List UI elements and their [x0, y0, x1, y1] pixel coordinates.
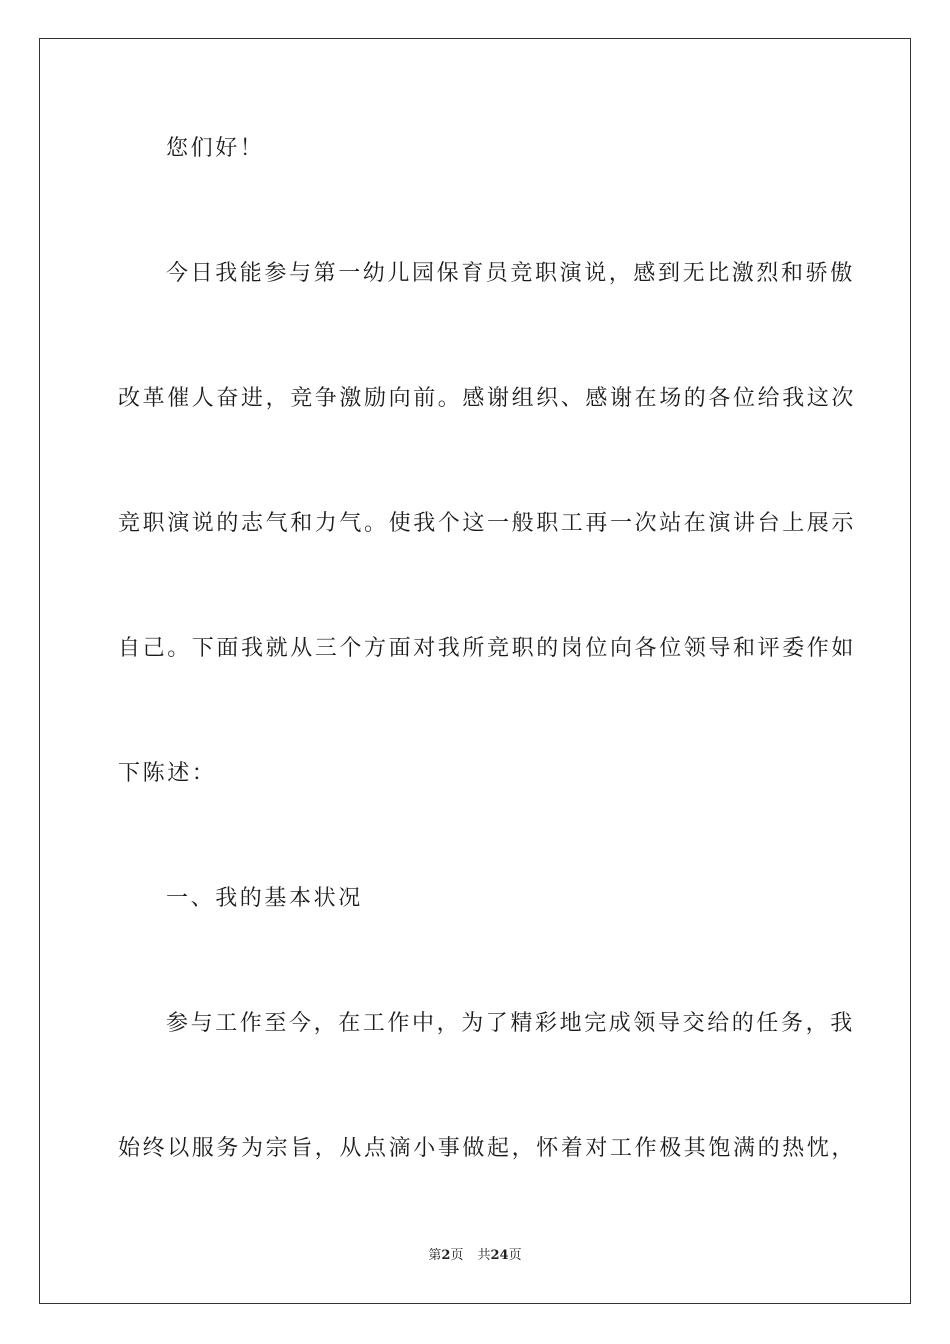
page-prefix: 第 — [428, 1248, 442, 1263]
total-prefix: 共 — [477, 1248, 491, 1263]
paragraph-line: 始终以服务为宗旨，从点滴小事做起，怀着对工作极其饱满的热忱， — [118, 1136, 857, 1161]
paragraph-line: 竞职演说的志气和力气。使我个这一般职工再一次站在演讲台上展示 — [118, 511, 857, 536]
total-suffix: 页 — [508, 1248, 522, 1263]
paragraph-line: 参与工作至今，在工作中，为了精彩地完成领导交给的任务，我 — [166, 1011, 855, 1036]
section-heading: 一、我的基本状况 — [166, 886, 363, 911]
total-page-count: 24 — [490, 1248, 509, 1263]
current-page-number: 2 — [441, 1248, 451, 1263]
paragraph-line: 下陈述： — [118, 761, 217, 786]
page-suffix: 页 — [450, 1248, 464, 1263]
paragraph-line: 今日我能参与第一幼儿园保育员竞职演说，感到无比激烈和骄傲 — [166, 261, 855, 286]
page-frame — [39, 38, 911, 1304]
greeting-line: 您们好！ — [166, 136, 265, 161]
page-footer — [0, 1247, 950, 1265]
paragraph-line: 改革催人奋进，竞争激励向前。感谢组织、感谢在场的各位给我这次 — [118, 386, 857, 411]
paragraph-line: 自己。下面我就从三个方面对我所竞职的岗位向各位领导和评委作如 — [118, 636, 857, 661]
